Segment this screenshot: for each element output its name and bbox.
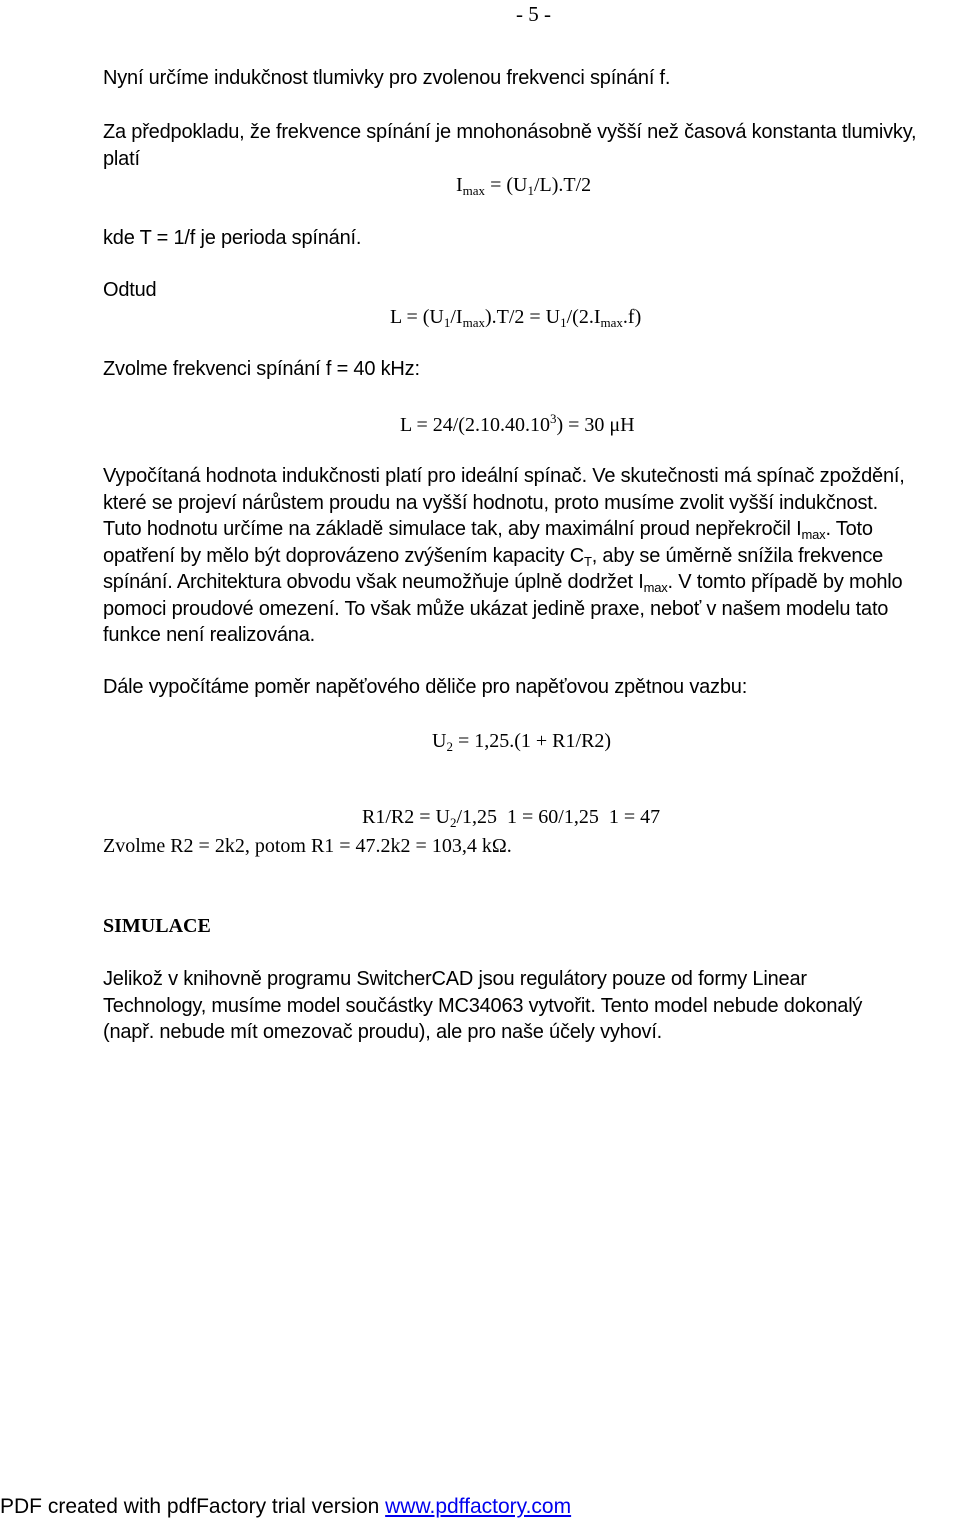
eq-part: /(2.I <box>566 306 601 328</box>
eq-part: L = 24/(2.10.40.10 <box>400 414 550 436</box>
paragraph-line: Vypočítaná hodnota indukčnosti platí pro ideální spínač. Ve skutečnosti má spínač zpoždění, <box>103 465 905 487</box>
inductance-paragraph <box>103 463 960 649</box>
divider-intro-text: Dále vypočítáme poměr napěťového děliče pro napěťovou zpětnou vazbu: <box>103 676 748 698</box>
eq-part: /L).T/2 <box>533 174 592 196</box>
equation-l-value <box>400 411 635 437</box>
assumption-line-2: platí <box>103 148 140 170</box>
eq-part: /1,25 1 = 60/1,25 1 = 47 <box>456 806 661 828</box>
eq-part: /I <box>450 306 463 328</box>
eq-subscript: max <box>462 315 485 330</box>
eq-part: U <box>432 730 447 752</box>
assumption-line-1: Za předpokladu, že frekvence spínání je mnohonásobně vyšší než časová konstanta tlumivky, <box>103 121 917 143</box>
paragraph-line: funkce není realizována. <box>103 624 316 646</box>
paragraph-line <box>103 516 960 543</box>
eq-superscript: 3 <box>549 411 557 426</box>
period-text: kde T = 1/f je perioda spínání. <box>103 227 362 249</box>
eq-subscript: 2 <box>449 815 457 830</box>
paragraph-subscript: max <box>643 580 668 595</box>
eq-part: R1/R2 = U <box>362 806 450 828</box>
equation-u2 <box>432 729 611 755</box>
paragraph-text: opatření by mělo být doprovázeno zvýšením kapacity C <box>103 544 584 567</box>
paragraph-text: spínání. Architektura obvodu však neumožňuje úplně dodržet I <box>103 571 644 593</box>
equation-imax <box>456 173 591 199</box>
eq-part: ).T/2 = U <box>484 306 561 328</box>
eq-subscript: max <box>462 183 486 198</box>
equation-ratio <box>352 781 660 831</box>
footer-text: PDF created with pdfFactory trial version <box>0 1495 386 1518</box>
eq-part: L = (U <box>390 306 444 328</box>
paragraph-line <box>103 569 960 596</box>
page-number: - 5 - <box>516 2 551 26</box>
eq-part: ) = 30 μH <box>556 414 635 436</box>
paragraph-line: které se projeví nárůstem proudu na vyšší hodnotu, proto musíme zvolit vyšší indukčnost. <box>103 491 878 514</box>
paragraph-text: , aby se úměrně snížila frekvence <box>591 544 884 567</box>
eq-part: = 1,25.(1 + R1/R2) <box>452 730 612 752</box>
paragraph-subscript: max <box>801 527 826 542</box>
pdf-footer <box>0 1494 571 1519</box>
eq-subscript: 1 <box>560 315 567 330</box>
paragraph-line: (např. nebude mít omezovač proudu), ale pro naše účely vyhoví. <box>103 1021 663 1043</box>
simulation-paragraph <box>103 966 960 1046</box>
paragraph-line: pomoci proudové omezení. To však může ukázat jedině praxe, neboť v našem modelu tato <box>103 597 889 620</box>
eq-part: I <box>456 174 463 196</box>
section-heading: SIMULACE <box>103 915 211 937</box>
eq-subscript: max <box>600 315 623 330</box>
paragraph-text: . V tomto případě by mohlo <box>667 571 903 593</box>
eq-subscript: 1 <box>527 183 534 198</box>
choose-resistor-text: Zvolme R2 = 2k2, potom R1 = 47.2k2 = 103,4 kΩ. <box>103 835 512 857</box>
paragraph-line: Technology, musíme model součástky MC34063 vytvořit. Tento model nebude dokonalý <box>103 994 863 1017</box>
eq-part: = (U <box>485 174 528 196</box>
paragraph-line: Jelikož v knihovně programu SwitcherCAD jsou regulátory pouze od formy Linear <box>103 968 807 990</box>
equation-l <box>390 305 641 331</box>
paragraph-line <box>103 543 960 570</box>
eq-subscript: 1 <box>443 315 451 330</box>
eq-part: .f) <box>622 306 642 328</box>
choose-frequency-text: Zvolme frekvenci spínání f = 40 kHz: <box>103 358 420 380</box>
paragraph-text: Tuto hodnotu určíme na základě simulace tak, aby maximální proud nepřekročil I <box>103 518 802 540</box>
paragraph-text: . Toto <box>825 518 873 540</box>
pdffactory-link[interactable]: www.pdffactory.com <box>385 1495 572 1518</box>
paragraph-subscript: T <box>583 553 592 569</box>
intro-text: Nyní určíme indukčnost tlumivky pro zvolenou frekvenci spínání f. <box>103 67 671 89</box>
odtud-text: Odtud <box>103 279 157 301</box>
eq-subscript: 2 <box>446 739 453 754</box>
